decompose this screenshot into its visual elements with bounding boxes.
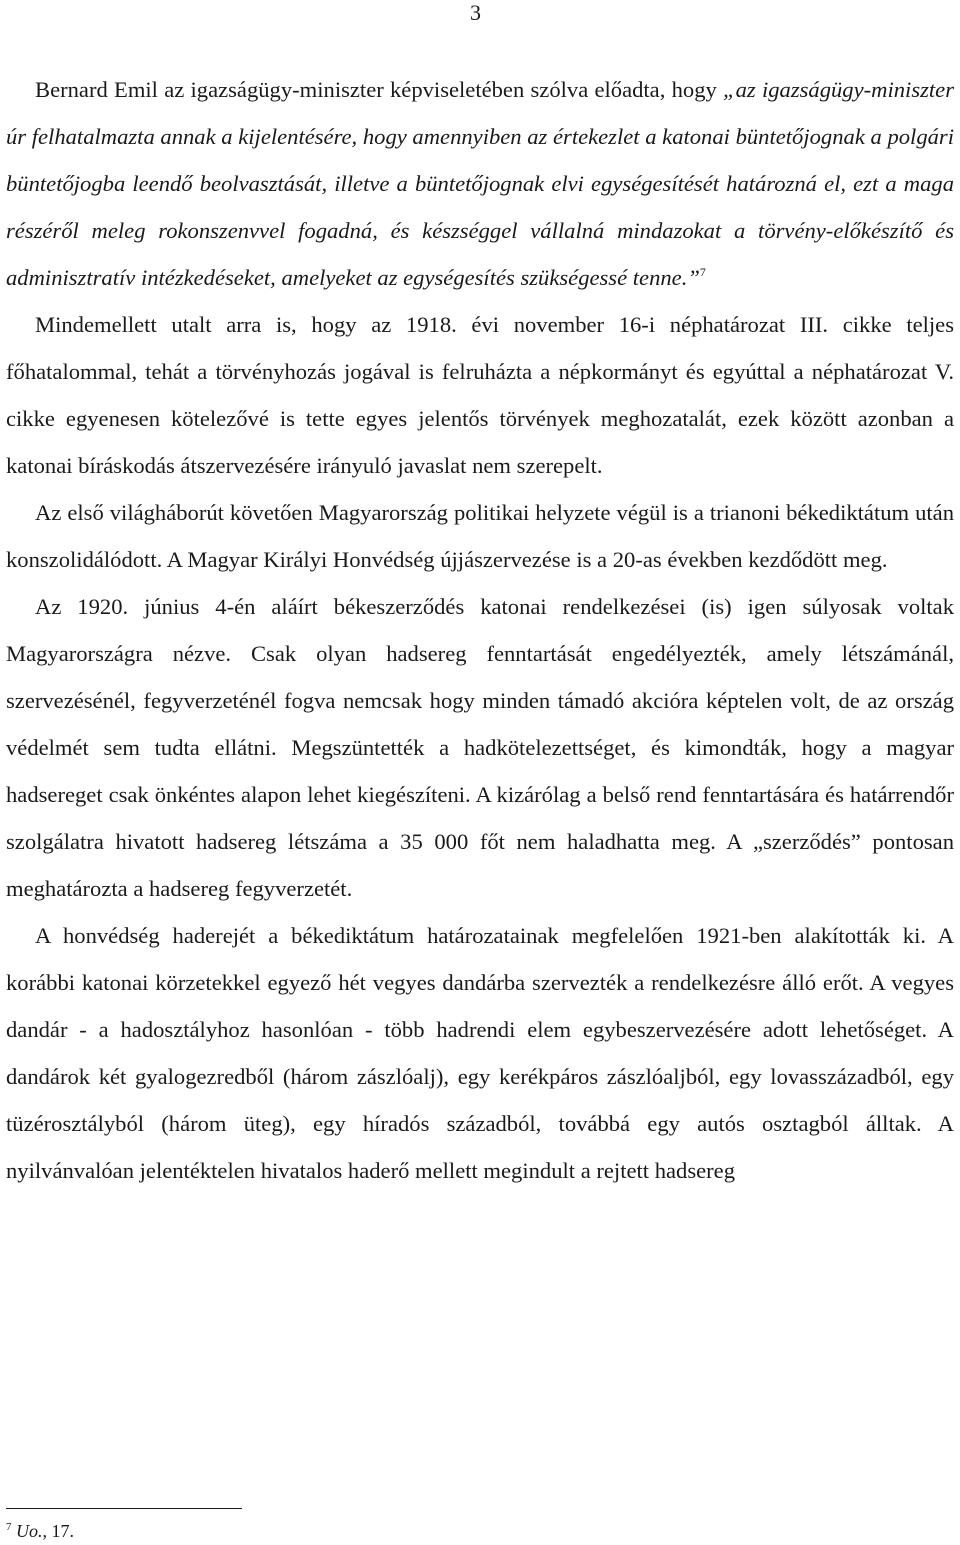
footnote-source: Uo. <box>16 1521 43 1541</box>
paragraph-1-lead: Bernard Emil az igazságügy-miniszter képviseletében szólva előadta, hogy <box>35 77 724 102</box>
page-number: 3 <box>470 0 481 25</box>
body-text <box>6 66 954 1194</box>
paragraph-2: Mindemellett utalt arra is, hogy az 1918. évi november 16-i néphatározat III. cikke teljes főhatalommal, tehát a törvényhozás jogával is felruházta a népkormányt és egyúttal a néphatározat V. cikke egyenesen kötelezővé is tette egyes jelentős törvények meghozatalát, ezek között azonban a katonai bíráskodás átszervezésére irányuló javaslat nem szerepelt. <box>6 312 954 478</box>
paragraph-5: A honvédség haderejét a békediktátum határozatainak megfelelően 1921-ben alakították ki. A korábbi katonai körzetekkel egyező hét vegyes dandárba szervezték a rendelkezésre álló erőt. A vegyes dandár - a hadosztályhoz hasonlóan - több hadrendi elem egybeszervezésére adott lehetőséget. A dandárok két gyalogezredből (három zászlóalj), egy kerékpáros zászlóaljból, egy lovasszázadból, egy tüzérosztályból (három üteg), egy híradós századból, továbbá egy autós osztagból álltak. A nyilvánvalóan jelentéktelen hivatalos haderő mellett megindult a rejtett hadsereg <box>6 923 954 1183</box>
paragraph-4: Az 1920. június 4-én aláírt békeszerződés katonai rendelkezései (is) igen súlyosak voltak Magyarországra nézve. Csak olyan hadsereg fenntartását engedélyezték, amely létszámánál, szervezésénél, fegyverzeténél fogva nemcsak hogy minden támadó akcióra képtelen volt, de az ország védelmét sem tudta ellátni. Megszüntették a hadkötelezettséget, és kimondták, hogy a magyar hadsereget csak önkéntes alapon lehet kiegészíteni. A kizárólag a belső rend fenntartására és határrendőr szolgálatra hivatott hadsereg létszáma a 35 000 főt nem haladhatta meg. A „szerződés” pontosan meghatározta a hadsereg fegyverzetét. <box>6 594 954 901</box>
italic-quote: „az igazságügy-miniszter úr felhatalmazta annak a kijelentésére, hogy amennyiben az értekezlet a katonai büntetőjognak a polgári büntetőjogba leendő beolvasztását, illetve a büntetőjognak elvi egységesítését határozná el, ezt a maga részéről meleg rokonszenvvel fogadná, és készséggel vállalná mindazokat a törvény-előkészítő és adminisztratív intézkedéseket, amelyeket az egységesítés szükségessé tenne.” <box>6 77 954 290</box>
paragraph-1 <box>6 66 954 301</box>
footnote-divider <box>6 1508 242 1509</box>
footnote-number: 7 <box>6 1521 12 1533</box>
paragraph-3: Az első világháborút követően Magyarország politikai helyzete végül is a trianoni békediktátum után konszolidálódott. A Magyar Királyi Honvédség újjászervezése is a 20-as években kezdődött meg. <box>6 500 954 572</box>
footnote <box>6 1520 74 1542</box>
footnote-reference[interactable]: 7 <box>699 265 706 279</box>
footnote-page: , 17. <box>42 1521 74 1541</box>
